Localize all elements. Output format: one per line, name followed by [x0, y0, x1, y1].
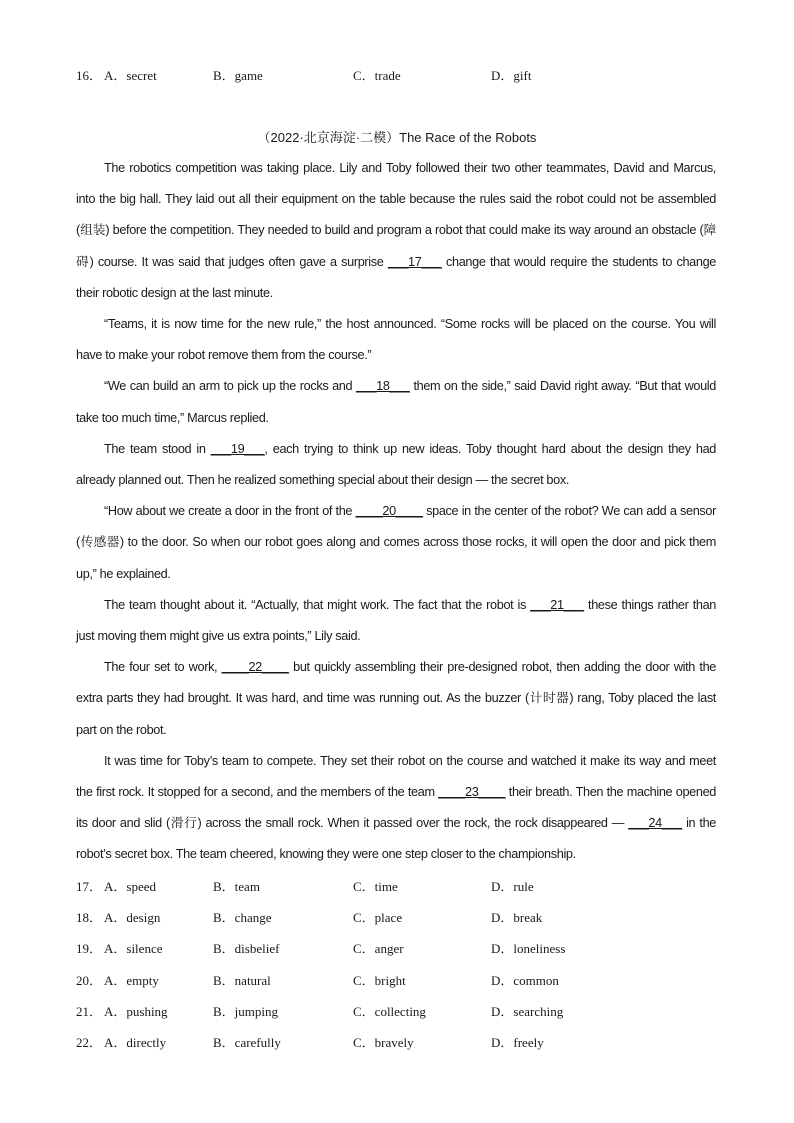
option-c: C．trade [353, 68, 401, 83]
paragraph-text: their breath. Then the machine opened its door and slid (滑行) across the small rock. When it passed over the rock, the rock disappeared — [76, 785, 717, 831]
option-c: C．bright [353, 973, 406, 988]
question-21-options [76, 1002, 756, 1022]
option-c: C．time [353, 879, 398, 894]
question-number: 17． [76, 879, 103, 894]
question-20-options [76, 971, 756, 991]
paragraph-4 [76, 434, 716, 496]
option-d: D．break [491, 910, 543, 925]
blank-21: ___21___ [530, 597, 584, 612]
question-number: 19． [76, 941, 103, 956]
option-c: C．place [353, 910, 403, 925]
option-d: D．freely [491, 1035, 544, 1050]
paragraph-text: them on the side,” said David right away. “But that would take too much time,” Marcus replied. [76, 379, 716, 425]
paragraph-text: “We can build an arm to pick up the rocks and [104, 379, 356, 394]
passage-body [76, 153, 716, 871]
option-a: A．silence [104, 941, 163, 956]
question-22-options [76, 1033, 756, 1053]
option-c: C．anger [353, 941, 404, 956]
paragraph-2 [76, 309, 716, 371]
blank-18: ___18___ [356, 379, 410, 394]
option-b: B．carefully [213, 1035, 281, 1050]
question-number: 22． [76, 1035, 103, 1050]
paragraph-text: The robotics competition was taking place. Lily and Toby followed their two other teammates, David and Marcus, into the big hall. They laid out all their equipment on the table because the rules said the robot could not be assembled (组装) before the competition. They needed to build and program a robot that could make its way around an obstacle (障碍) course. It was said that judges often gave a surprise [76, 161, 716, 269]
option-b: B．natural [213, 973, 271, 988]
option-a: A．secret [104, 68, 157, 83]
question-16-options [76, 66, 756, 86]
passage-title: （2022·北京海淀·二模）The Race of the Robots [257, 130, 537, 145]
option-d: D．searching [491, 1004, 564, 1019]
option-b: B．disbelief [213, 941, 280, 956]
paragraph-7 [76, 652, 716, 746]
paragraph-text: “Teams, it is now time for the new rule,” the host announced. “Some rocks will be placed on the course. You will have to make your robot remove them from the course.” [76, 317, 716, 363]
option-a: A．design [104, 910, 161, 925]
blank-24: ___24___ [628, 816, 682, 831]
question-18-options [76, 908, 756, 928]
paragraph-8 [76, 746, 716, 871]
paragraph-text: The team thought about it. “Actually, that might work. The fact that the robot is [104, 597, 531, 612]
option-b: B．team [213, 879, 260, 894]
paragraph-text: It was time for Toby’s team to compete. They set their robot on the course and watched it make its way and meet the first rock. It stopped for a second, and the members of the team [76, 753, 716, 800]
paragraph-text: in the robot’s secret box. The team cheered, knowing they were one step closer to the championship. [76, 816, 716, 862]
question-number: 20． [76, 973, 103, 988]
question-17-options [76, 877, 756, 897]
paragraph-text: The four set to work, [104, 660, 222, 675]
option-c: C．bravely [353, 1035, 414, 1050]
blank-19: ___19___ [210, 441, 265, 456]
option-d: D．gift [491, 68, 532, 83]
blank-20: ____20____ [355, 504, 423, 519]
paragraph-3 [76, 371, 716, 433]
paragraph-1 [76, 153, 716, 309]
option-b: B．game [213, 68, 263, 83]
question-number: 21． [76, 1004, 103, 1019]
paragraph-text: “How about we create a door in the front of the [104, 504, 356, 519]
option-a: A．speed [104, 879, 156, 894]
blank-22: ____22____ [221, 660, 289, 675]
option-a: A．empty [104, 973, 159, 988]
option-a: A．directly [104, 1035, 167, 1050]
question-19-options [76, 939, 756, 959]
blank-17: ___17___ [387, 254, 442, 269]
option-b: B．jumping [213, 1004, 279, 1019]
paragraph-6 [76, 590, 716, 652]
option-d: D．common [491, 973, 559, 988]
question-number: 16． [76, 68, 103, 83]
paragraph-text: The team stood in [104, 441, 211, 456]
option-d: D．loneliness [491, 941, 566, 956]
paragraph-text: change that would require the students to change their robotic design at the last minute. [76, 254, 716, 300]
option-b: B．change [213, 910, 272, 925]
paragraph-text: space in the center of the robot? We can add a sensor (传感器) to the door. So when our robot goes along and comes across those rocks, it will open the door and pick them up,” he explained. [76, 504, 716, 581]
option-c: C．collecting [353, 1004, 426, 1019]
paragraph-text: but quickly assembling their pre-designed robot, then adding the door with the extra parts they had brought. It was hard, and time was running out. As the buzzer (计时器) rang, Toby placed the last part on the robot. [76, 660, 716, 737]
paragraph-text: , each trying to think up new ideas. Toby thought hard about the design they had already planned out. Then he realized something special about their design — the secret box. [76, 441, 717, 488]
paragraph-5 [76, 496, 716, 590]
option-d: D．rule [491, 879, 534, 894]
blank-23: ____23____ [438, 785, 506, 800]
option-a: A．pushing [104, 1004, 168, 1019]
question-number: 18． [76, 910, 103, 925]
paragraph-text: these things rather than just moving them might give us extra points,” Lily said. [76, 597, 717, 644]
